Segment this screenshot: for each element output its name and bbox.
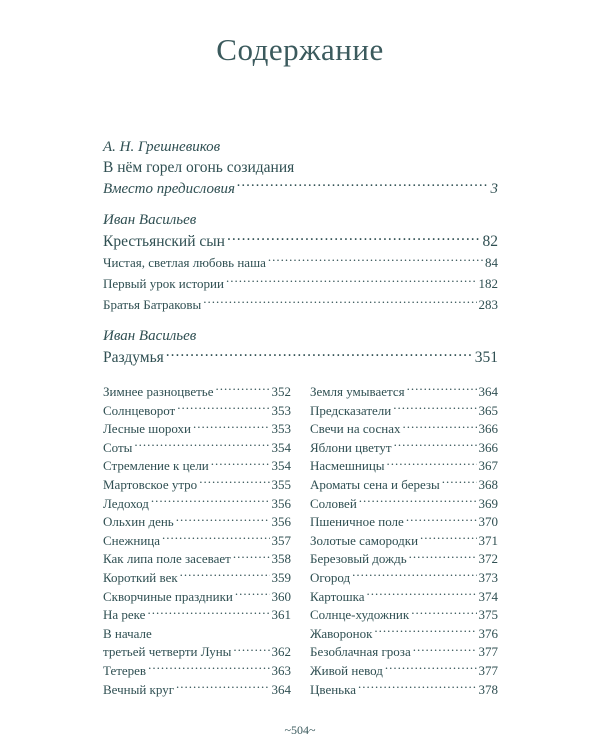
toc-entry (310, 588, 498, 607)
leader-dots (359, 495, 477, 508)
leader-dots (235, 588, 270, 601)
toc-entry-page: 362 (271, 644, 291, 660)
toc-entry-main (103, 346, 498, 368)
toc-entry-title: Солнцеворот (103, 402, 176, 418)
section-author: Иван Васильев (103, 212, 197, 228)
toc-entry (310, 495, 498, 514)
toc-entry-title: Ароматы сена и березы (310, 476, 440, 492)
toc-entry-page: 373 (478, 569, 498, 585)
toc-entry-title: Березовый дождь (310, 551, 407, 567)
toc-entry-title: Первый урок истории (103, 275, 224, 291)
leader-dots (387, 457, 477, 470)
toc-entry-page: 82 (482, 232, 498, 250)
leader-dots (180, 569, 270, 582)
toc-entry (103, 457, 291, 476)
toc-entry-title: Насмешницы (310, 458, 385, 474)
toc-entry-title: На реке (103, 607, 146, 623)
toc-entry-page: 354 (271, 439, 291, 455)
toc-entry-page: 351 (474, 348, 498, 366)
leader-dots (403, 420, 477, 433)
toc-entry (103, 643, 291, 662)
leader-dots (358, 681, 477, 694)
toc-entry-page: 367 (478, 458, 498, 474)
page-number: ~504~ (284, 723, 316, 737)
toc-entry (103, 550, 291, 569)
toc-entry-page: 365 (478, 402, 498, 418)
toc-entry-title: Как липа поле засевает (103, 551, 231, 567)
toc-entry-title: Короткий век (103, 569, 178, 585)
toc-entry-page: 375 (478, 607, 498, 623)
leader-dots (394, 439, 477, 452)
toc-entry-title: Яблони цветут (310, 439, 392, 455)
toc-entry (310, 383, 498, 402)
toc-entry (310, 513, 498, 532)
toc-entry-page: 378 (478, 681, 498, 697)
toc-entry (103, 606, 291, 625)
toc-entry-page: 369 (478, 495, 498, 511)
toc-entry-page: 371 (478, 532, 498, 548)
toc-entry-page: 84 (485, 254, 498, 270)
leader-dots (413, 643, 477, 656)
toc-entry-title: Братья Батраковы (103, 296, 202, 312)
toc-entry (310, 476, 498, 495)
toc-entry-page: 355 (271, 476, 291, 492)
leader-dots (211, 457, 270, 470)
leader-dots (409, 550, 477, 563)
toc-column-left (103, 383, 291, 699)
leader-dots (420, 532, 476, 545)
toc-entry-title: Живой невод (310, 662, 383, 678)
toc-entry (310, 681, 498, 700)
toc-entry-page: 364 (271, 681, 291, 697)
toc-entry-title: Скворчиные праздники (103, 588, 233, 604)
toc-entry-page: 363 (271, 662, 291, 678)
toc-entry-title: Раздумья (103, 348, 164, 366)
toc-entry-page: 374 (478, 588, 498, 604)
section-heading: В нём горел огонь созидания (103, 159, 295, 176)
toc-entry-title: третьей четверти Луны (103, 644, 232, 660)
toc-entry-page: 360 (271, 588, 291, 604)
toc-entry (103, 513, 291, 532)
toc-entry (310, 532, 498, 551)
toc-entry-title: Свечи на соснах (310, 421, 401, 437)
toc-entry-page: 352 (271, 384, 291, 399)
leader-dots (215, 383, 269, 396)
leader-dots (406, 513, 477, 526)
leader-dots (134, 439, 269, 452)
leader-dots (352, 569, 476, 582)
toc-entry-page: 366 (478, 439, 498, 455)
toc-entry (310, 662, 498, 681)
toc-entry (310, 625, 498, 644)
leader-dots (367, 588, 477, 601)
leader-dots (147, 606, 269, 619)
leader-dots (374, 625, 476, 638)
toc-entry (310, 569, 498, 588)
leader-dots (193, 420, 270, 433)
toc-entry-title: Картошка (310, 588, 365, 604)
leader-dots (176, 513, 270, 526)
toc-entry (103, 681, 291, 700)
toc-entry (103, 402, 291, 421)
toc-entry (310, 439, 498, 458)
toc-entry-title: Ольхин день (103, 514, 174, 530)
toc-entry-title: Солнце-художник (310, 607, 410, 623)
leader-dots (199, 476, 269, 489)
toc-entry-title: Жаворонок (310, 625, 373, 641)
leader-dots (148, 662, 269, 675)
toc-entry-page: 364 (478, 384, 498, 399)
leader-dots (393, 402, 476, 415)
toc-entry-title: Стремление к цели (103, 458, 209, 474)
toc-entry (103, 588, 291, 607)
toc-entry (310, 420, 498, 439)
leader-dots (166, 346, 473, 362)
toc-entry (310, 606, 498, 625)
toc-entry-title: Соты (103, 439, 133, 455)
toc-entry (103, 439, 291, 458)
leader-dots (176, 681, 269, 694)
toc-entry (310, 643, 498, 662)
toc-entry-title: Цвенька (310, 681, 356, 697)
leader-dots (268, 254, 483, 267)
toc-entry-page: 368 (478, 476, 498, 492)
toc-entry (310, 402, 498, 421)
leader-dots (237, 178, 489, 193)
toc-entry-page: 3 (490, 181, 498, 197)
leader-dots (203, 296, 476, 309)
page-title: Содержание (216, 32, 384, 67)
section-author: Иван Васильев (103, 328, 197, 344)
toc-entry (103, 476, 291, 495)
toc-entry-page: 358 (271, 551, 291, 567)
section-author: А. Н. Грешневиков (103, 139, 221, 155)
toc-entry-page: 377 (478, 662, 498, 678)
toc-entry-page: 356 (271, 495, 291, 511)
toc-entry-title: Мартовское утро (103, 476, 198, 492)
toc-entry-page: 361 (271, 607, 291, 623)
toc-entry-title: Зимнее разноцветье (103, 384, 214, 399)
leader-dots (407, 383, 477, 396)
toc-entry (103, 252, 498, 273)
leader-dots (411, 606, 476, 619)
leader-dots (226, 275, 477, 288)
toc-entry-title: Крестьянский сын (103, 232, 225, 250)
toc-entry-title: Чистая, светлая любовь наша (103, 254, 266, 270)
toc-entry-page: 372 (478, 551, 498, 567)
leader-dots (162, 532, 269, 545)
toc-entry-page: 353 (271, 421, 291, 437)
toc-entry (103, 420, 291, 439)
toc-entry-title: Золотые самородки (310, 532, 419, 548)
toc-section-krestyansky-syn (103, 211, 498, 315)
toc-entry-page: 377 (478, 644, 498, 660)
toc-entry-title: Земля умывается (310, 384, 405, 399)
toc-entry-title: В начале (103, 625, 152, 641)
toc-entry-title: Соловей (310, 495, 357, 511)
toc-entry (103, 273, 498, 294)
toc-entry-title: Вечный круг (103, 681, 175, 697)
leader-dots (233, 550, 270, 563)
toc-entry-page: 357 (271, 532, 291, 548)
toc-entry (310, 550, 498, 569)
toc-entry-title: Лесные шорохи (103, 421, 191, 437)
leader-dots (227, 230, 481, 246)
leader-dots (233, 643, 269, 656)
toc-entry (103, 294, 498, 315)
toc-entry-title: Безоблачная гроза (310, 644, 411, 660)
toc-entry (103, 383, 291, 402)
toc-entry (103, 569, 291, 588)
toc-section-preface (103, 138, 498, 200)
toc-entry (310, 457, 498, 476)
toc-entry-page: 356 (271, 514, 291, 530)
toc-entry (103, 178, 498, 200)
toc-entry-title: Снежница (103, 532, 161, 548)
toc-section-razdumya (103, 327, 498, 368)
toc-entry-page: 366 (478, 421, 498, 437)
leader-dots (151, 495, 270, 508)
toc-entry-title: Предсказатели (310, 402, 392, 418)
toc-entry (103, 662, 291, 681)
toc-entry-page: 354 (271, 458, 291, 474)
toc-entry-title: Ледоход (103, 495, 149, 511)
toc-entry (103, 495, 291, 514)
toc-entry-page: 283 (478, 296, 498, 312)
toc-entry-title: Вместо предисловия (103, 181, 235, 197)
leader-dots (385, 662, 477, 675)
toc-entry (103, 532, 291, 551)
toc-entry-page: 359 (271, 569, 291, 585)
toc-column-right (310, 383, 498, 699)
toc-entry-page: 182 (478, 275, 498, 291)
toc-entry-page: 370 (478, 514, 498, 530)
leader-dots (177, 402, 269, 415)
toc-entry-title: Огород (310, 569, 351, 585)
leader-dots (442, 476, 477, 489)
toc-entry-page: 353 (271, 402, 291, 418)
toc-entry-title: Тетерев (103, 662, 147, 678)
toc-entry-page: 376 (478, 625, 498, 641)
toc-entry-main (103, 230, 498, 252)
toc-entry-title: Пшеничное поле (310, 514, 404, 530)
